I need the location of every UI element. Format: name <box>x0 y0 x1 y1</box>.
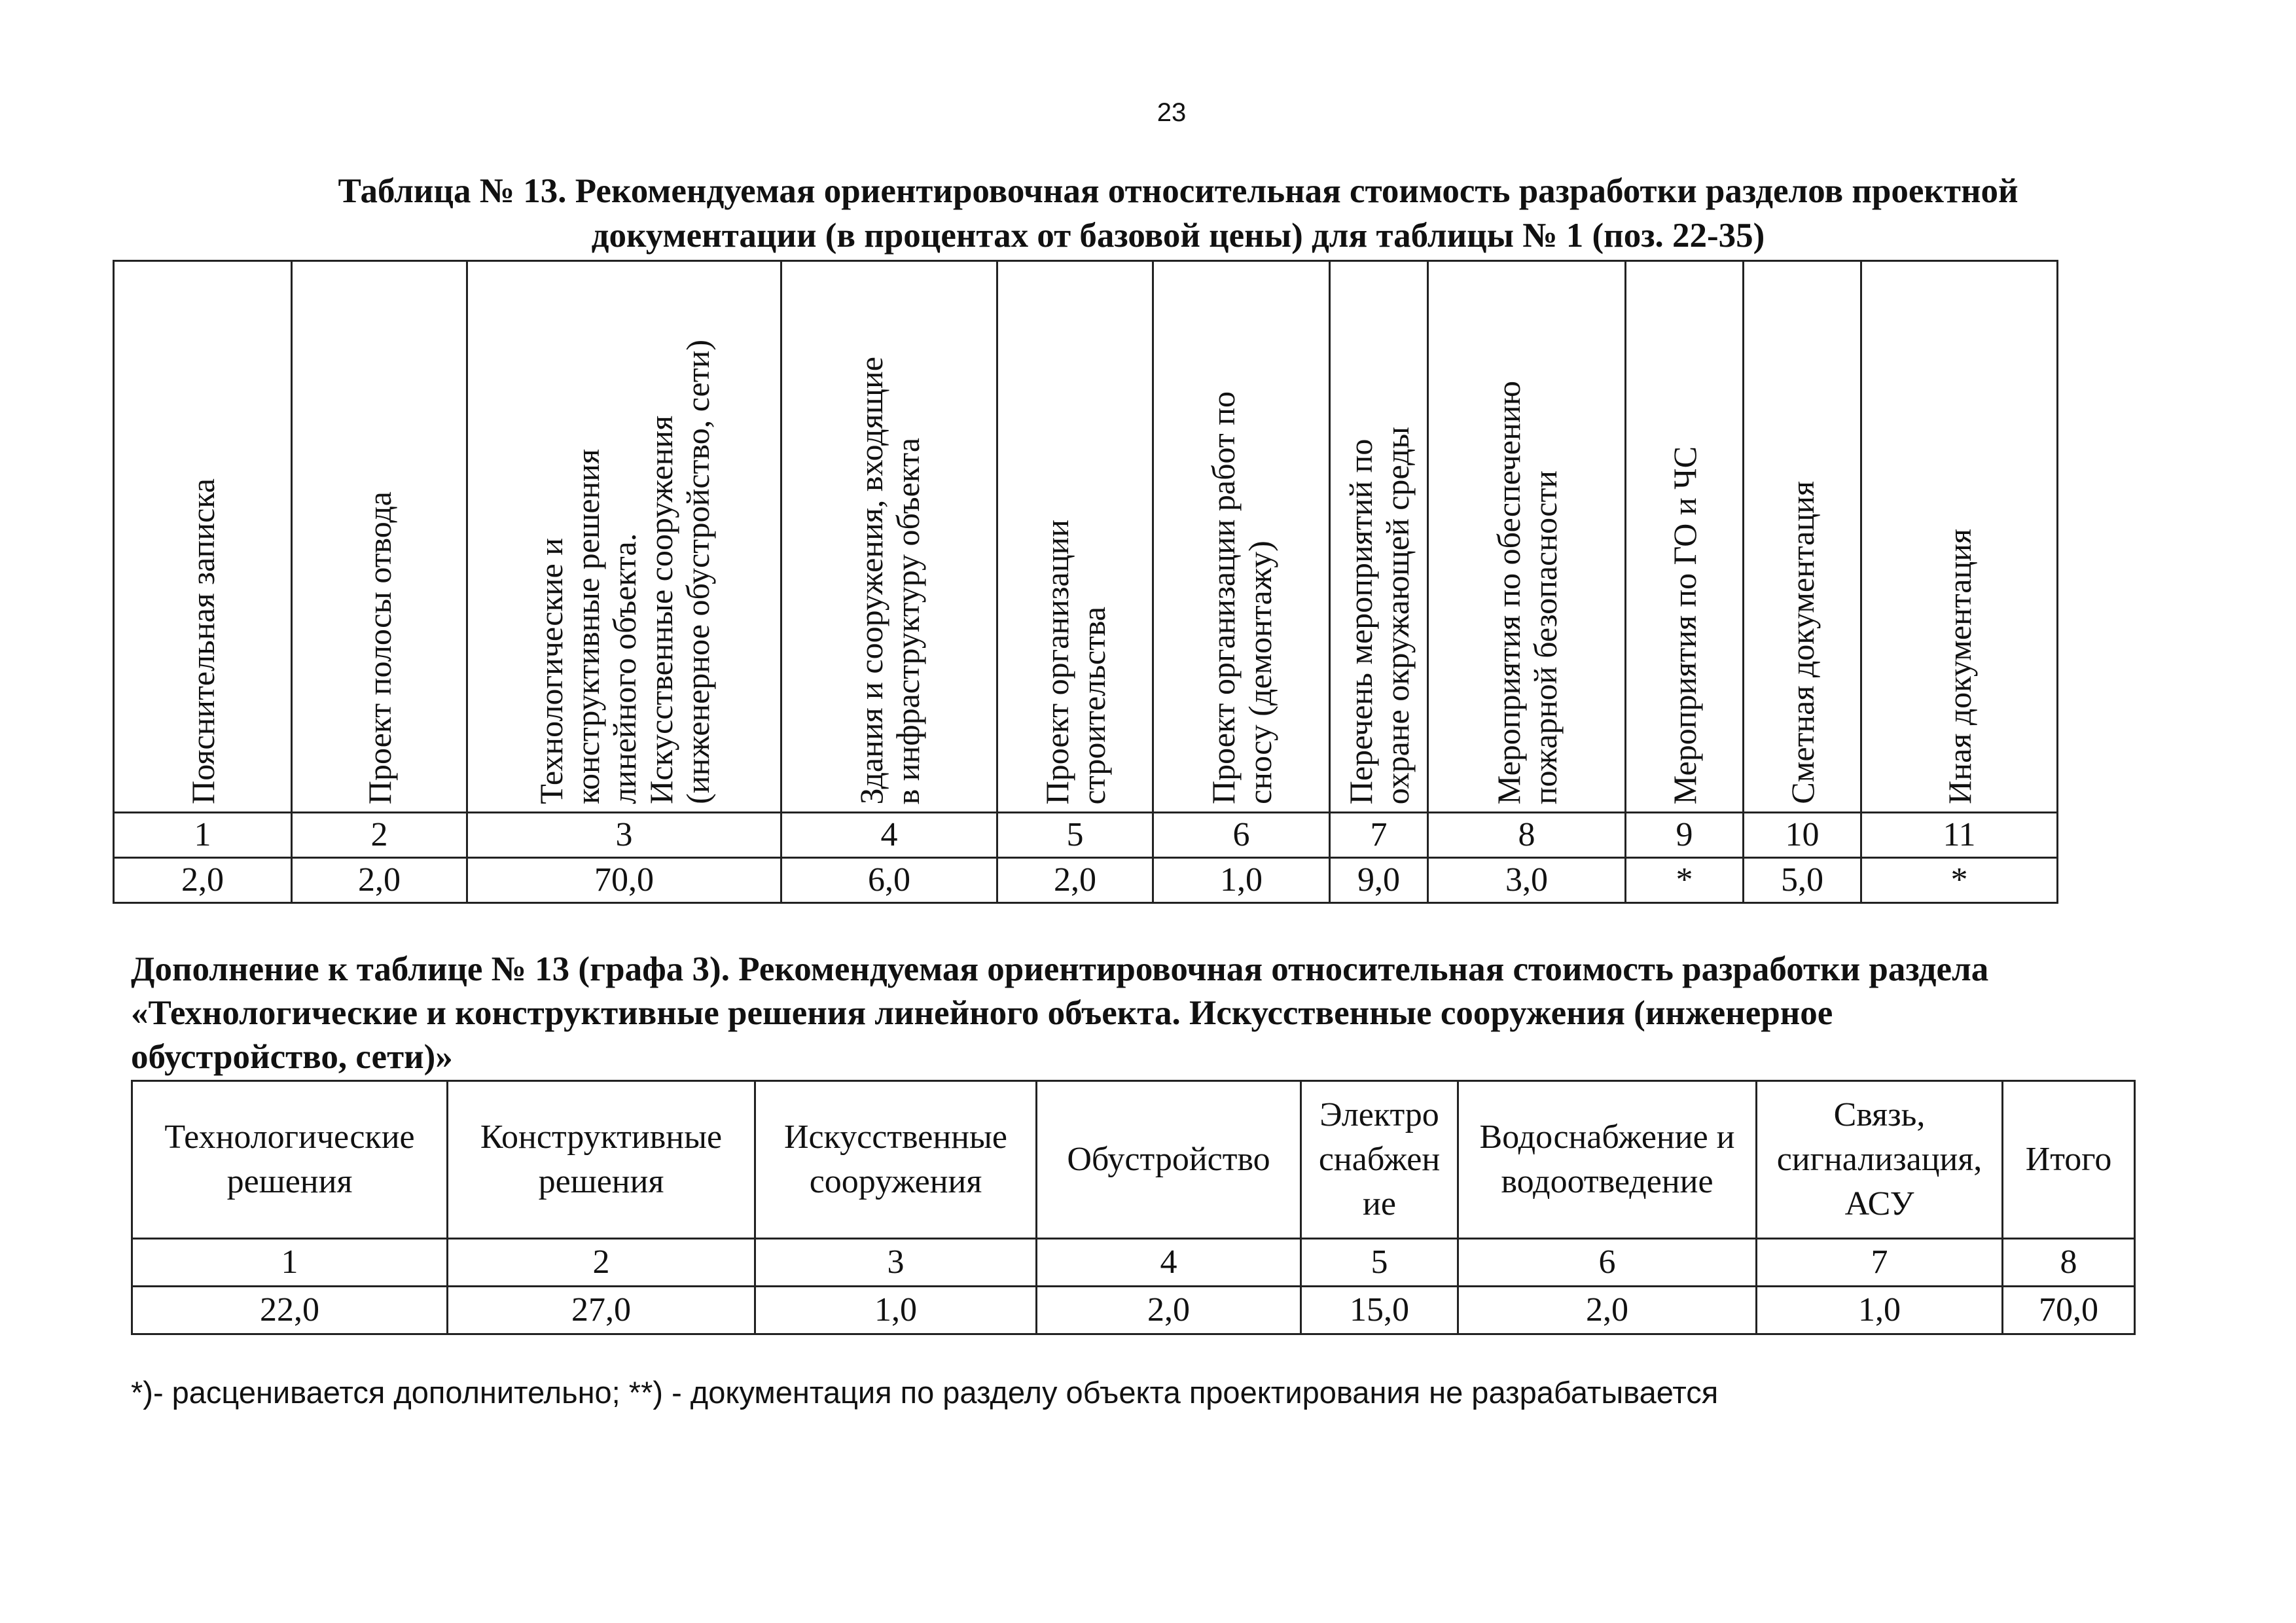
table1-header-cell <box>1330 261 1428 813</box>
table2-header-line: ие <box>1363 1185 1396 1222</box>
table1 <box>113 260 2058 904</box>
table2-title-line: обустройство, сети)» <box>131 1038 453 1076</box>
table2-value-cell: 15,0 <box>1301 1287 1458 1334</box>
table1-value-cell: 70,0 <box>467 858 781 903</box>
table1-header-cell <box>467 261 781 813</box>
table1-value-cell: 5,0 <box>1744 858 1861 903</box>
table1-col-number: 3 <box>467 813 781 858</box>
table1-number-row <box>114 813 2058 858</box>
table1-header-text <box>1784 481 1821 804</box>
table1-header-line: строительства <box>1075 606 1112 804</box>
table1-col-number: 7 <box>1330 813 1428 858</box>
table2-title-line: Дополнение к таблице № 13 (графа 3). Рекомендуемая ориентировочная относительная стоимость разработки раздела <box>131 950 1989 988</box>
table1-col-number: 6 <box>1153 813 1330 858</box>
table2-title <box>131 948 2265 1079</box>
table1-header-line: Перечень мероприятий по <box>1342 438 1379 804</box>
table2-header-cell <box>755 1081 1037 1239</box>
table1-header-line: Пояснительная записка <box>184 478 221 804</box>
table2-title-line: «Технологические и конструктивные решения линейного объекта. Искусственные сооружения (инженерное <box>131 994 1833 1032</box>
table2-value-cell: 27,0 <box>448 1287 755 1334</box>
table2-value-cell: 1,0 <box>1757 1287 2003 1334</box>
table1-value-cell: 6,0 <box>781 858 997 903</box>
table1-header-line: Мероприятия по ГО и ЧС <box>1666 446 1703 804</box>
table1-value-cell: 9,0 <box>1330 858 1428 903</box>
table1-col-number: 8 <box>1428 813 1626 858</box>
table2-header-line: сооружения <box>809 1163 982 1200</box>
table1-header-cell <box>1626 261 1744 813</box>
table2-header-cell <box>1458 1081 1757 1239</box>
table1-col-number: 2 <box>292 813 467 858</box>
table2-header-line: водоотведение <box>1501 1163 1713 1200</box>
table2-header-line: Электро <box>1319 1096 1439 1133</box>
table2-value-cell: 2,0 <box>1037 1287 1301 1334</box>
table2-col-number: 1 <box>132 1239 448 1287</box>
table1-header-text <box>533 340 716 804</box>
table1-value-cell: 2,0 <box>292 858 467 903</box>
table1-title-line: Таблица № 13. Рекомендуемая ориентировочная относительная стоимость разработки разделов проектной <box>338 172 2018 210</box>
table1-header-text <box>853 357 926 804</box>
table1-header-line: Проект организации работ по <box>1204 391 1242 804</box>
table2-col-number: 7 <box>1757 1239 2003 1287</box>
table1-header-line: Здания и сооружения, входящие <box>852 356 889 804</box>
table2-value-row <box>132 1287 2135 1334</box>
table2-header-line: Обустройство <box>1067 1141 1270 1178</box>
table2-header-line: Искусственные <box>783 1118 1008 1156</box>
table1-header-line: Иная документация <box>1941 529 1978 804</box>
table1-col-number: 1 <box>114 813 292 858</box>
table2-header-cell <box>1037 1081 1301 1239</box>
table1-header-text <box>1666 446 1703 804</box>
table1-header-line: пожарной безопасности <box>1526 470 1564 804</box>
table2-col-number: 2 <box>448 1239 755 1287</box>
table2 <box>131 1080 2136 1335</box>
table1-header-text <box>1490 381 1564 804</box>
table1-header-cell <box>1861 261 2058 813</box>
table1-col-number: 10 <box>1744 813 1861 858</box>
table2-col-number: 8 <box>2003 1239 2135 1287</box>
table2-col-number: 6 <box>1458 1239 1757 1287</box>
table1-col-number: 11 <box>1861 813 2058 858</box>
table2-header-cell <box>132 1081 448 1239</box>
table1-header-cell <box>1428 261 1626 813</box>
table1-header-line: охране окружающей среды <box>1378 426 1416 804</box>
table2-number-row <box>132 1239 2135 1287</box>
table1-col-number: 5 <box>997 813 1153 858</box>
table2-header-line: Итого <box>2025 1141 2112 1178</box>
table1-value-cell: 3,0 <box>1428 858 1626 903</box>
table1-header-line: Мероприятия по обеспечению <box>1490 380 1527 804</box>
table2-header-line: Водоснабжение и <box>1479 1118 1735 1156</box>
table1-value-row <box>114 858 2058 903</box>
table1-header-line: конструктивные решения <box>569 449 606 804</box>
table1-header-line: линейного объекта. <box>605 533 643 804</box>
table1-header-cell <box>114 261 292 813</box>
table2-value-cell: 70,0 <box>2003 1287 2135 1334</box>
table1-header-cell <box>997 261 1153 813</box>
table2-col-number: 3 <box>755 1239 1037 1287</box>
table1-value-cell: 2,0 <box>114 858 292 903</box>
table2-header-row <box>132 1081 2135 1239</box>
table1-header-line: Проект организации <box>1038 519 1075 804</box>
table1-header-text <box>1342 427 1416 804</box>
table2-value-cell: 2,0 <box>1458 1287 1757 1334</box>
table2-value-cell: 22,0 <box>132 1287 448 1334</box>
table1-value-cell: * <box>1861 858 2058 903</box>
table1-header-line: Искусственные сооружения <box>642 416 679 804</box>
table2-col-number: 4 <box>1037 1239 1301 1287</box>
table1-header-row <box>114 261 2058 813</box>
table2-header-line: снабжен <box>1318 1141 1441 1178</box>
table1-header-text <box>1039 520 1112 804</box>
table2-header-line: решения <box>226 1163 353 1200</box>
table2-header-line: Конструктивные <box>480 1118 723 1156</box>
table1-col-number: 9 <box>1626 813 1744 858</box>
table2-value-cell: 1,0 <box>755 1287 1037 1334</box>
table2-header-line: Связь, <box>1833 1096 1926 1133</box>
table1-header-cell <box>1744 261 1861 813</box>
table1-title-line: документации (в процентах от базовой цены) для таблицы № 1 (поз. 22-35) <box>591 217 1765 255</box>
table1-header-line: в инфраструктуру объекта <box>889 437 926 804</box>
table2-header-cell <box>1757 1081 2003 1239</box>
table1-header-text <box>1941 529 1978 804</box>
footnote: *)- расценивается дополнительно; **) - документация по разделу объекта проектирования не разрабатывается <box>131 1375 1719 1410</box>
table2-header-cell <box>2003 1081 2135 1239</box>
table2-header-line: Технологические <box>164 1118 415 1156</box>
table1-header-line: сносу (демонтажу) <box>1241 541 1278 804</box>
table1-header-text <box>361 491 398 804</box>
table1-title <box>236 169 2121 258</box>
table2-header-cell <box>1301 1081 1458 1239</box>
table1-header-cell <box>292 261 467 813</box>
table1-header-text <box>185 478 221 804</box>
table1-header-line: Сметная документация <box>1784 481 1821 804</box>
table1-header-line: Проект полосы отвода <box>361 491 398 804</box>
table2-col-number: 5 <box>1301 1239 1458 1287</box>
table1-col-number: 4 <box>781 813 997 858</box>
table2-header-line: сигнализация, <box>1776 1141 1982 1178</box>
table1-value-cell: * <box>1626 858 1744 903</box>
table1-value-cell: 2,0 <box>997 858 1153 903</box>
table2-header-cell <box>448 1081 755 1239</box>
table1-header-cell <box>781 261 997 813</box>
table2-header-line: АСУ <box>1844 1185 1914 1222</box>
table1-value-cell: 1,0 <box>1153 858 1330 903</box>
table2-header-line: решения <box>538 1163 664 1200</box>
table1-header-line: (инженерное обустройство, сети) <box>679 340 716 804</box>
table1-header-text <box>1205 391 1278 804</box>
page-number: 23 <box>1157 98 1187 127</box>
table1-header-cell <box>1153 261 1330 813</box>
table1-header-line: Технологические и <box>532 538 569 804</box>
